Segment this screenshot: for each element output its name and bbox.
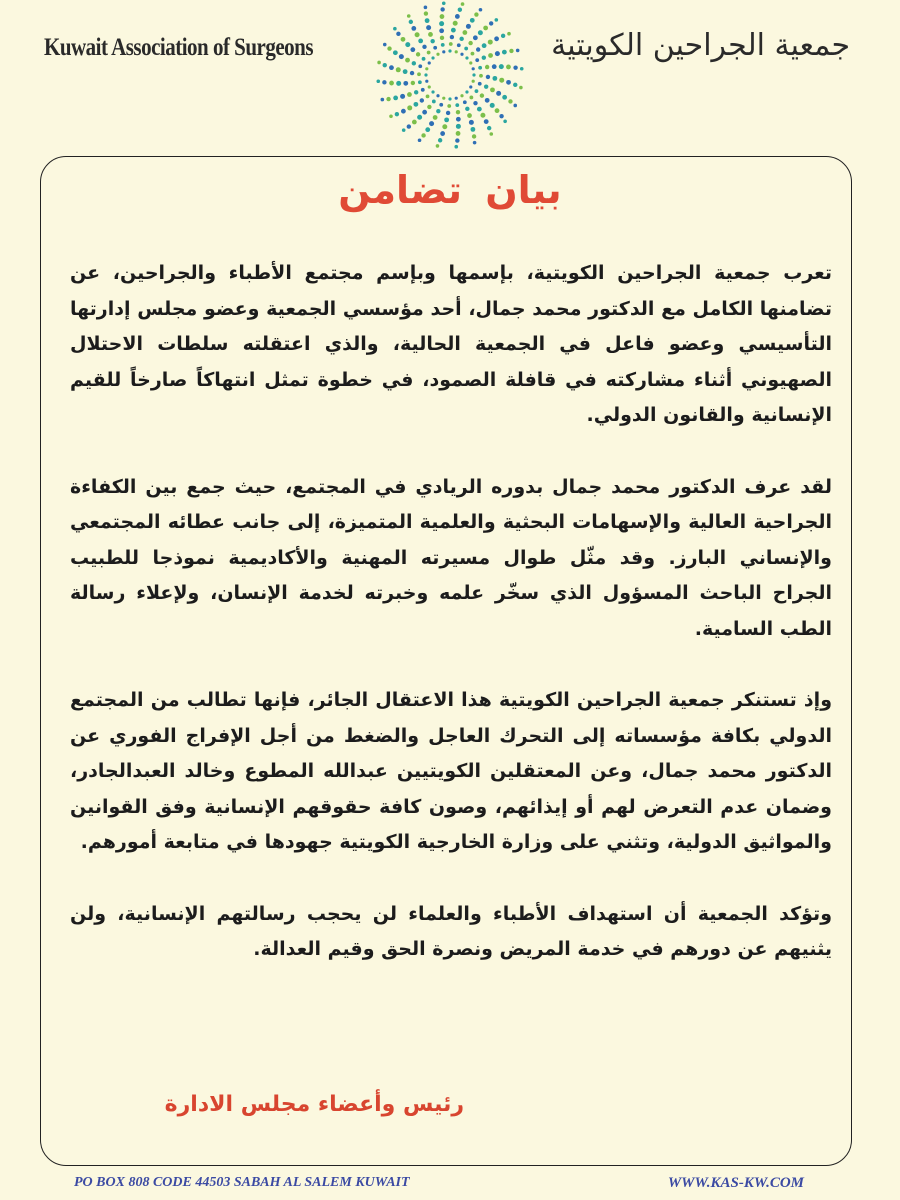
logo-dot bbox=[436, 109, 440, 113]
footer-address: PO BOX 808 CODE 44503 SABAH AL SALEM KUWAIT bbox=[74, 1175, 410, 1190]
logo-dot bbox=[422, 110, 427, 115]
logo-dot bbox=[449, 42, 453, 46]
logo-dot bbox=[412, 120, 417, 125]
logo-dot bbox=[427, 105, 431, 109]
logo-dot bbox=[466, 24, 471, 29]
logo-dot bbox=[440, 131, 445, 136]
logo-dot bbox=[425, 80, 428, 83]
logo-dot bbox=[502, 50, 507, 55]
logo-dot bbox=[447, 104, 451, 108]
logo-dot bbox=[509, 49, 513, 53]
logo-dot bbox=[507, 32, 511, 36]
logo-dot bbox=[485, 65, 489, 69]
logo-dot bbox=[418, 64, 422, 68]
logo-dot bbox=[455, 103, 459, 107]
logo-dot bbox=[475, 58, 479, 62]
logo-dot bbox=[413, 102, 418, 107]
logo-dot bbox=[469, 96, 473, 100]
logo-dot bbox=[513, 83, 517, 87]
logo-dot bbox=[464, 47, 468, 51]
logo-dot bbox=[502, 95, 507, 100]
logo-dot bbox=[421, 133, 425, 137]
logo-dot bbox=[469, 120, 474, 125]
logo-dot bbox=[492, 76, 497, 81]
logo-dot bbox=[442, 124, 447, 129]
logo-dot bbox=[387, 46, 391, 50]
paragraph-1: تعرب جمعية الجراحين الكويتية، بإسمها وبإسم مجتمع الأطباء والجراحين، عن تضامنها الكامل مع الدكتور محمد جمال، أحد مؤسسي الجمعية وعضو مجلس إدارتها التأسيسي وعضو فاعل في الجمعية الحالية، والذي اعتقلته سلطات الاحتلال الصهيوني أثناء مشاركته في قافلة الصمود، في خطوة تمثل انتهاكاً صارخاً للقيم الإنسانية والقانون الدولي. bbox=[70, 262, 832, 426]
logo-dot bbox=[476, 47, 480, 51]
logo-dot bbox=[451, 28, 456, 33]
logo-dot bbox=[454, 145, 458, 149]
logo-dot bbox=[459, 37, 463, 41]
logo-dot bbox=[470, 18, 475, 23]
logo-dot bbox=[513, 104, 517, 108]
footer-website: WWW.KAS-KW.COM bbox=[667, 1175, 804, 1191]
logo-dot bbox=[420, 98, 424, 102]
logo-dot bbox=[396, 81, 401, 86]
logo-dot bbox=[428, 32, 433, 37]
logo-dot bbox=[401, 109, 406, 114]
logo-dot bbox=[418, 80, 422, 84]
logo-dot bbox=[456, 110, 460, 114]
logo-dot bbox=[400, 94, 405, 99]
logo-dot bbox=[487, 126, 491, 130]
logo-dot bbox=[456, 131, 461, 136]
logo-dot bbox=[418, 38, 423, 43]
logo-dot bbox=[407, 14, 411, 18]
logo-dot bbox=[396, 67, 401, 72]
statement-body bbox=[70, 256, 832, 1004]
logo-dot bbox=[486, 75, 490, 79]
logo-dot bbox=[405, 58, 410, 63]
logo-dot bbox=[418, 138, 422, 142]
logo-dot bbox=[519, 86, 523, 90]
logo-dot bbox=[433, 46, 437, 50]
logo-dot bbox=[479, 8, 483, 12]
logo-dot bbox=[448, 97, 451, 100]
logo-dot bbox=[503, 120, 507, 124]
logo-dot bbox=[425, 18, 430, 23]
logo-dot bbox=[411, 81, 415, 85]
logo-dot bbox=[455, 14, 460, 19]
logo-dot bbox=[416, 52, 420, 56]
logo-dot bbox=[425, 67, 428, 70]
logo-dot bbox=[465, 107, 469, 111]
logo-dot bbox=[409, 20, 413, 24]
logo-dot bbox=[479, 74, 483, 78]
logo-dot bbox=[441, 43, 445, 47]
logo-dot bbox=[436, 53, 439, 56]
logo-dot bbox=[407, 124, 411, 128]
logo-dot bbox=[442, 97, 445, 100]
logo-dot bbox=[478, 30, 483, 35]
logo-dot bbox=[471, 52, 475, 56]
logo-dot bbox=[490, 103, 495, 108]
logo-dot bbox=[457, 43, 461, 47]
logo-dot bbox=[483, 26, 488, 31]
logo-dot bbox=[465, 90, 468, 93]
logo-dot bbox=[393, 50, 398, 55]
logo-dot bbox=[376, 79, 380, 83]
logo-dot bbox=[448, 49, 451, 52]
logo-dot bbox=[405, 42, 410, 47]
logo-dot bbox=[485, 98, 490, 103]
logo-dot bbox=[439, 28, 444, 33]
logo-dot bbox=[426, 25, 431, 30]
logo-dot bbox=[403, 69, 408, 74]
logo-dot bbox=[469, 61, 472, 64]
logo-dot bbox=[484, 84, 488, 88]
org-name-arabic: جمعية الجراحين الكويتية bbox=[551, 28, 850, 63]
logo-dot bbox=[468, 41, 472, 45]
logo-dot bbox=[482, 43, 487, 48]
logo-dot bbox=[430, 39, 434, 43]
logo-dot bbox=[477, 107, 482, 112]
logo-dot bbox=[412, 61, 416, 65]
logo-dot bbox=[381, 98, 385, 102]
logo-dot bbox=[411, 26, 416, 31]
logo-dot bbox=[456, 124, 461, 129]
logo-dot bbox=[410, 71, 414, 75]
logo-dot bbox=[501, 34, 505, 38]
logo-dot bbox=[438, 138, 442, 142]
logo-dot bbox=[389, 81, 394, 86]
logo-dot bbox=[386, 97, 390, 101]
logo-dot bbox=[439, 103, 443, 107]
logo-dot bbox=[442, 1, 446, 5]
document-title: بيان تضامن bbox=[338, 168, 562, 212]
logo-dot bbox=[393, 96, 398, 101]
logo-dot bbox=[436, 144, 440, 148]
logo-dot bbox=[480, 93, 484, 97]
logo-dot bbox=[414, 90, 418, 94]
logo-dot bbox=[472, 134, 476, 138]
logo-dot bbox=[495, 18, 499, 22]
logo-dot bbox=[421, 88, 425, 92]
logo-dot bbox=[450, 35, 454, 39]
logo-dot bbox=[455, 97, 458, 100]
dotted-ring-logo-icon bbox=[374, 0, 526, 150]
logo-dot bbox=[482, 55, 486, 59]
logo-dot bbox=[462, 30, 467, 35]
logo-dot bbox=[403, 81, 408, 86]
logo-dot bbox=[474, 12, 478, 16]
logo-dot bbox=[455, 138, 459, 142]
logo-dot bbox=[444, 117, 449, 122]
logo-dot bbox=[446, 111, 450, 115]
logo-dot bbox=[395, 112, 399, 116]
logo-dot bbox=[422, 57, 426, 61]
logo-dot bbox=[484, 119, 489, 124]
logo-dot bbox=[389, 114, 393, 118]
logo-dot bbox=[455, 50, 458, 53]
paragraph-2: لقد عرف الدكتور محمد جمال بدوره الريادي في المجتمع، حيث جمع بين الكفاءة الجراحية العالية والإسهامات البحثية والعلمية المتميزة، إلى جانب عطائه المجتمعي والإنساني البارز. وقد مثّل طوال مسيرته المهنية والأكاديمية نموذجا للطبيب الجراح الباحث المسؤول الذي سخّر علمه وخبرته لخدمة الإنسان، ولإعلاء رسالة الطب السامية. bbox=[70, 475, 832, 640]
logo-dot bbox=[431, 90, 434, 93]
logo-dot bbox=[473, 101, 477, 105]
logo-dot bbox=[383, 63, 387, 67]
logo-dot bbox=[480, 113, 485, 118]
logo-dot bbox=[478, 82, 482, 86]
logo-dot bbox=[499, 64, 504, 69]
logo-dot bbox=[520, 67, 524, 71]
logo-dot bbox=[463, 100, 467, 104]
logo-dot bbox=[422, 45, 426, 49]
logo-dot bbox=[469, 85, 472, 88]
logo-dot bbox=[473, 35, 478, 40]
logo-dot bbox=[407, 92, 412, 97]
logo-dot bbox=[453, 21, 458, 26]
logo-dot bbox=[475, 89, 479, 93]
logo-dot bbox=[472, 80, 475, 83]
logo-dot bbox=[427, 51, 431, 55]
logo-dot bbox=[433, 115, 438, 120]
logo-dot bbox=[432, 100, 436, 104]
logo-dot bbox=[473, 141, 477, 145]
logo-dot bbox=[383, 43, 387, 47]
logo-dot bbox=[440, 14, 445, 19]
logo-dot bbox=[401, 37, 406, 42]
logo-dot bbox=[495, 108, 500, 113]
logo-dot bbox=[471, 127, 476, 132]
logo-dot bbox=[396, 32, 400, 36]
logo-dot bbox=[389, 65, 394, 70]
logo-dot bbox=[513, 65, 517, 69]
logo-dot bbox=[382, 80, 386, 84]
logo-dot bbox=[496, 91, 501, 96]
logo-dot bbox=[456, 117, 461, 122]
logo-dot bbox=[410, 47, 415, 52]
logo-dot bbox=[494, 36, 499, 41]
logo-dot bbox=[424, 6, 428, 10]
logo-dot bbox=[499, 114, 503, 118]
logo-dot bbox=[417, 72, 421, 76]
logo-dot bbox=[442, 50, 445, 53]
logo-dot bbox=[489, 132, 493, 136]
logo-dot bbox=[508, 99, 512, 103]
logo-dot bbox=[499, 78, 504, 83]
logo-dot bbox=[472, 73, 475, 76]
logo-dot bbox=[488, 53, 493, 58]
logo-dot bbox=[428, 85, 431, 88]
logo-dot bbox=[506, 65, 511, 70]
logo-dot bbox=[393, 27, 397, 31]
logo-dot bbox=[415, 32, 420, 37]
logo-dot bbox=[516, 49, 520, 53]
logo-dot bbox=[490, 87, 495, 92]
logo-dot bbox=[461, 2, 465, 6]
logo-dot bbox=[492, 64, 497, 69]
paragraph-3: وإذ تستنكر جمعية الجراحين الكويتية هذا الاعتقال الجائر، فإنها تطالب من المجتمع الدولي بكافة مؤسساته إلى التحرك العاجل والضغط من أجل الإفراج الفوري عن الدكتور محمد جمال، وعن المعتقلين الكويتيين عبدالله المطوع وخالد العبدالجادر، وضمان عدم التعرض لهم أو إيذائهم، وصون كافة حقوقهم الإنسانية وفق القوانين والمواثيق الدولية، وتثني على وزارة الخارجية الكويتية جهودها في متابعة أمورهم. bbox=[70, 689, 832, 853]
logo-dot bbox=[439, 21, 444, 26]
logo-dot bbox=[506, 80, 511, 85]
paragraph-4: وتؤكد الجمعية أن استهداف الأطباء والعلماء لن يحجب رسالتهم الإنسانية، ولن يثنيهم عن دورهم في خدمة المريض ونصرة الحق وقيم العدالة. bbox=[70, 902, 832, 960]
logo-dot bbox=[429, 121, 434, 126]
logo-dot bbox=[424, 73, 427, 76]
logo-dot bbox=[478, 66, 482, 70]
logo-dot bbox=[460, 94, 463, 97]
logo-dot bbox=[489, 21, 493, 25]
logo-dot bbox=[377, 61, 381, 65]
logo-dot bbox=[425, 127, 430, 132]
logo-dot bbox=[428, 61, 431, 64]
logo-dot bbox=[424, 11, 428, 15]
logo-dot bbox=[426, 94, 430, 98]
logo-dot bbox=[436, 94, 439, 97]
logo-dot bbox=[465, 56, 468, 59]
logo-dot bbox=[431, 56, 434, 59]
logo-dot bbox=[417, 115, 422, 120]
org-name-english: Kuwait Association of Surgeons bbox=[44, 34, 313, 61]
logo-dot bbox=[458, 8, 462, 12]
logo-dot bbox=[460, 53, 463, 56]
signature-line: رئيس وأعضاء مجلس الادارة bbox=[164, 1092, 464, 1117]
logo-dot bbox=[440, 7, 444, 11]
logo-dot bbox=[440, 36, 444, 40]
logo-dot bbox=[472, 67, 475, 70]
logo-dot bbox=[467, 113, 472, 118]
logo-dot bbox=[488, 40, 493, 45]
logo-dot bbox=[399, 54, 404, 59]
logo-dot bbox=[495, 51, 500, 56]
logo-dot bbox=[402, 128, 406, 132]
logo-dot bbox=[407, 105, 412, 110]
